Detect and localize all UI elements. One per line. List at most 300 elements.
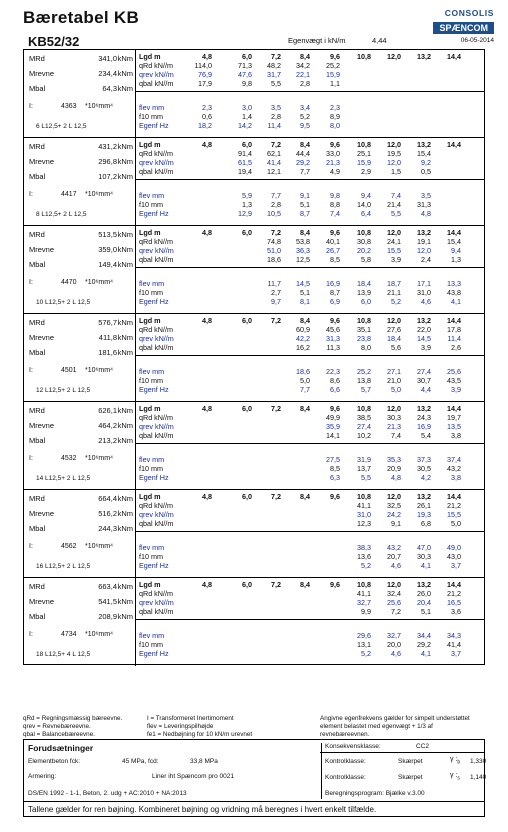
table-cell: 12,0: [387, 316, 401, 325]
table-cell: 16,5: [447, 598, 461, 607]
rebar-value: Liner iht Spæncom pro 0021: [152, 773, 235, 780]
table-cell: 19,4: [238, 167, 252, 176]
lgd-label: Lgd m: [139, 140, 161, 149]
concrete-label: Elementbeton fck:: [28, 758, 81, 765]
table-cell: 9,6: [330, 228, 340, 237]
legend-item: qRd = Regningsmæssig bæreevne.: [23, 715, 123, 722]
qrev-label: qrev kN//m: [139, 70, 174, 79]
table-cell: 43,0: [447, 552, 461, 561]
table-cell: 19,5: [387, 149, 401, 158]
table-cell: 34,3: [447, 631, 461, 640]
table-cell: 6,0: [242, 140, 252, 149]
table-cell: 30,3: [417, 552, 431, 561]
lgd-label: Lgd m: [139, 404, 161, 413]
table-cell: 16,9: [326, 279, 340, 288]
table-cell: 8,4: [300, 404, 310, 413]
mrevne-unit: kNm: [117, 245, 133, 254]
mbal-value: 181,6: [98, 348, 117, 357]
table-cell: 24,2: [387, 510, 401, 519]
flev-label: flev mm: [139, 279, 165, 288]
inertia-label: I:: [29, 543, 33, 550]
f10-label: f10 mm: [139, 376, 163, 385]
table-cell: 2,3: [330, 103, 340, 112]
table-cell: 41,4: [267, 158, 281, 167]
table-cell: 17,1: [417, 279, 431, 288]
table-cell: 19,7: [447, 413, 461, 422]
capacity-column: [24, 314, 136, 401]
lgd-label: Lgd m: [139, 316, 161, 325]
row-divider: [136, 619, 484, 620]
inertia-unit: *10⁶mm⁴: [85, 367, 114, 374]
table-cell: 5,2: [300, 112, 310, 121]
table-cell: 4,8: [421, 209, 431, 218]
table-cell: 12,0: [387, 140, 401, 149]
mrevne-value: 541,5: [98, 597, 117, 606]
f10-row: [136, 288, 484, 297]
table-cell: 34,2: [296, 61, 310, 70]
table-cell: 13,2: [417, 52, 431, 61]
table-cell: 6,0: [361, 297, 371, 306]
assumptions-rule: [320, 752, 485, 753]
mrevne-unit: kNm: [117, 597, 133, 606]
table-cell: 5,8: [361, 255, 371, 264]
table-cell: 35,1: [357, 325, 371, 334]
table-cell: 12,1: [267, 167, 281, 176]
control-class-value: Skærpet: [398, 758, 423, 765]
self-weight-value: 4,44: [372, 36, 387, 45]
qbal-label: qbal kN//m: [139, 255, 174, 264]
lgd-label: Lgd m: [139, 228, 161, 237]
lgd-label: Lgd m: [139, 492, 161, 501]
table-cell: 7,7: [300, 167, 310, 176]
inertia-label: I:: [29, 279, 33, 286]
table-cell: 9,4: [451, 246, 461, 255]
table-cell: 12,0: [387, 228, 401, 237]
table-cell: 8,7: [300, 209, 310, 218]
table-cell: 49,0: [447, 543, 461, 552]
reinforcement: 6 L12,5+ 2 L 12,5: [36, 123, 87, 130]
qrev-label: qrev kN//m: [139, 246, 174, 255]
load-values: [136, 138, 484, 225]
table-cell: 3,9: [391, 255, 401, 264]
table-cell: 13,2: [417, 580, 431, 589]
table-block: [24, 50, 484, 138]
table-cell: 5,0: [391, 385, 401, 394]
table-cell: 8,6: [330, 376, 340, 385]
table-cell: 5,1: [300, 200, 310, 209]
mrd-value: 664,4: [98, 494, 117, 503]
egenf-row: [136, 649, 484, 658]
mrevne-value: 296,8: [98, 157, 117, 166]
table-cell: 3,9: [451, 385, 461, 394]
inertia-unit: *10⁶mm⁴: [85, 103, 114, 110]
mrevne-unit: kNm: [117, 421, 133, 430]
flev-label: flev mm: [139, 631, 165, 640]
mrevne-label: Mrevne: [29, 597, 55, 606]
qrev-row: [136, 422, 484, 431]
table-block: [24, 226, 484, 314]
table-cell: 9,6: [330, 316, 340, 325]
table-cell: 7,2: [271, 404, 281, 413]
inertia-value: 4734: [61, 631, 77, 638]
mrevne-label: Mrevne: [29, 421, 55, 430]
capacity-column: [24, 226, 136, 313]
table-cell: 7,2: [271, 228, 281, 237]
qbal-label: qbal kN//m: [139, 607, 174, 616]
table-cell: 3,4: [300, 103, 310, 112]
inertia-value: 4417: [61, 191, 77, 198]
load-values: [136, 402, 484, 489]
mbal-value: 149,4: [98, 260, 117, 269]
inertia-unit: *10⁶mm⁴: [85, 279, 114, 286]
table-cell: 21,3: [387, 422, 401, 431]
table-cell: 22,0: [417, 325, 431, 334]
assumptions-box: [23, 739, 485, 817]
row-divider: [136, 355, 484, 356]
table-cell: 1,3: [242, 200, 252, 209]
table-cell: 14,4: [447, 404, 461, 413]
table-cell: 38,5: [357, 413, 371, 422]
egenf-row: [136, 473, 484, 482]
load-values: [136, 226, 484, 313]
f10-row: [136, 464, 484, 473]
table-cell: 62,1: [267, 149, 281, 158]
table-block: [24, 314, 484, 402]
table-cell: 29,2: [417, 640, 431, 649]
table-cell: 6,0: [242, 580, 252, 589]
table-cell: 4,8: [202, 492, 212, 501]
mrd-label: MRd: [29, 494, 45, 503]
qbal-label: qbal kN//m: [139, 343, 174, 352]
egenf-label: Egenf Hz: [139, 473, 169, 482]
mrd-value: 576,7: [98, 318, 117, 327]
table-cell: 7,2: [271, 580, 281, 589]
self-weight-label: Egenvægt i kN/m: [288, 36, 346, 45]
lgd-row: [136, 404, 484, 413]
table-cell: 11,3: [326, 343, 340, 352]
qrd-row: [136, 325, 484, 334]
standard: DS/EN 1992 - 1-1, Beton, 2. udg + AC:2010 + NA:2013: [28, 790, 187, 797]
table-cell: 5,2: [361, 561, 371, 570]
f10-label: f10 mm: [139, 200, 163, 209]
row-divider: [136, 267, 484, 268]
mrevne-value: 234,4: [98, 69, 117, 78]
gamma-s-symbol: γ $:_s$: [450, 772, 460, 782]
row-divider: [136, 179, 484, 180]
flev-label: flev mm: [139, 455, 165, 464]
f10-row: [136, 552, 484, 561]
table-cell: 18,2: [198, 121, 212, 130]
table-cell: 27,6: [387, 325, 401, 334]
table-cell: 6,0: [242, 316, 252, 325]
load-values: [136, 314, 484, 401]
capacity-column: [24, 402, 136, 489]
table-cell: 18,7: [387, 279, 401, 288]
flev-row: [136, 279, 484, 288]
flev-row: [136, 455, 484, 464]
table-cell: 35,9: [326, 422, 340, 431]
table-cell: 31,0: [417, 288, 431, 297]
mrd-unit: kNm: [117, 318, 133, 327]
document-date: 06-05-2014: [460, 37, 494, 44]
table-cell: 18,6: [296, 367, 310, 376]
table-cell: 51,0: [267, 246, 281, 255]
legend-item: Angivne egenfrekvens gælder for simpelt understøttet: [320, 715, 470, 722]
mrevne-unit: kNm: [117, 157, 133, 166]
mrd-label: MRd: [29, 54, 45, 63]
table-block: [24, 490, 484, 578]
table-cell: 6,0: [242, 228, 252, 237]
mrd-label: MRd: [29, 318, 45, 327]
qrd-label: qRd kN//m: [139, 501, 173, 510]
mbal-label: Mbal: [29, 524, 46, 533]
f10-row: [136, 640, 484, 649]
table-cell: 53,8: [296, 237, 310, 246]
qrev-row: [136, 158, 484, 167]
table-cell: 8,4: [300, 228, 310, 237]
mrd-label: MRd: [29, 142, 45, 151]
control-class-label: Kontrolklasse:: [325, 758, 366, 765]
table-cell: 41,1: [357, 589, 371, 598]
inertia-label: I:: [29, 191, 33, 198]
table-cell: 38,3: [357, 543, 371, 552]
flev-label: flev mm: [139, 543, 165, 552]
table-cell: 45,6: [326, 325, 340, 334]
mrd-value: 663,4: [98, 582, 117, 591]
legend-col-2: [147, 715, 252, 740]
table-cell: 29,6: [357, 631, 371, 640]
table-cell: 8,4: [300, 492, 310, 501]
logo-bottom-text: SPÆNCOM: [433, 22, 494, 34]
flev-label: flev mm: [139, 191, 165, 200]
flev-row: [136, 631, 484, 640]
table-cell: 14,4: [447, 140, 461, 149]
qrd-row: [136, 589, 484, 598]
table-cell: 18,4: [387, 334, 401, 343]
table-cell: 19,1: [417, 237, 431, 246]
table-cell: 8,9: [330, 112, 340, 121]
table-cell: 20,2: [357, 246, 371, 255]
table-cell: 43,5: [447, 376, 461, 385]
reinforcement: 8 L12,5+ 2 L 12,5: [36, 211, 87, 218]
table-cell: 4,6: [421, 297, 431, 306]
inertia: [29, 191, 114, 198]
table-cell: 47,0: [417, 543, 431, 552]
footer-note: Tallene gælder for ren bøjning. Kombineret bøjning og vridning må beregnes i hvert enkelt tilfælde.: [28, 805, 377, 814]
qrev-row: [136, 246, 484, 255]
table-cell: 4,1: [421, 649, 431, 658]
mrd-label: MRd: [29, 582, 45, 591]
table-cell: 29,2: [296, 158, 310, 167]
table-cell: 18,6: [267, 255, 281, 264]
table-cell: 22,1: [296, 70, 310, 79]
reinforcement: 18 L12,5+ 4 L 12,5: [36, 651, 91, 658]
inertia-label: I:: [29, 367, 33, 374]
qbal-label: qbal kN//m: [139, 431, 174, 440]
table-cell: 8,5: [330, 464, 340, 473]
table-cell: 41,4: [447, 640, 461, 649]
qrd-row: [136, 237, 484, 246]
page-title: Bæretabel KB: [23, 8, 140, 27]
inertia-label: I:: [29, 455, 33, 462]
table-cell: 76,9: [198, 70, 212, 79]
qrev-row: [136, 598, 484, 607]
inertia-label: I:: [29, 631, 33, 638]
lgd-row: [136, 492, 484, 501]
table-cell: 5,4: [421, 431, 431, 440]
gamma-s-value: 1,140: [470, 774, 487, 781]
table-cell: 1,4: [242, 112, 252, 121]
table-cell: 14,2: [238, 121, 252, 130]
mbal-unit: kNm: [117, 524, 133, 533]
qrd-label: qRd kN//m: [139, 237, 173, 246]
element-type: KB52/32: [28, 34, 80, 49]
table-cell: 14,4: [447, 580, 461, 589]
table-cell: 13,2: [417, 404, 431, 413]
inertia-value: 4501: [61, 367, 77, 374]
table-cell: 10,8: [357, 52, 371, 61]
mrd-value: 431,2: [98, 142, 117, 151]
mbal-unit: kNm: [117, 172, 133, 181]
inertia: [29, 103, 114, 110]
table-cell: 5,5: [361, 473, 371, 482]
capacity-column: [24, 138, 136, 225]
table-cell: 13,8: [357, 376, 371, 385]
table-cell: 44,4: [296, 149, 310, 158]
qrd-label: qRd kN//m: [139, 589, 173, 598]
mrevne-unit: kNm: [117, 333, 133, 342]
table-cell: 2,8: [271, 112, 281, 121]
table-cell: 25,6: [447, 367, 461, 376]
table-cell: 20,4: [417, 598, 431, 607]
table-cell: 32,7: [357, 598, 371, 607]
table-cell: 27,4: [417, 367, 431, 376]
table-cell: 17,8: [447, 325, 461, 334]
table-cell: 9,6: [330, 580, 340, 589]
table-cell: 33,0: [326, 149, 340, 158]
table-cell: 14,5: [417, 334, 431, 343]
qrd-row: [136, 61, 484, 70]
table-cell: 13,2: [417, 316, 431, 325]
mrd-unit: kNm: [117, 142, 133, 151]
table-cell: 9,4: [361, 191, 371, 200]
mbal-label: Mbal: [29, 348, 46, 357]
table-cell: 30,3: [387, 413, 401, 422]
table-cell: 9,8: [242, 79, 252, 88]
table-cell: 9,6: [330, 140, 340, 149]
concrete-fck: 45 MPa, fcd:: [122, 758, 159, 765]
table-cell: 7,4: [391, 431, 401, 440]
table-cell: 12,5: [296, 255, 310, 264]
table-cell: 14,4: [447, 52, 461, 61]
legend-item: qrev = Revnebæreevne.: [23, 723, 91, 731]
table-cell: 4,8: [202, 52, 212, 61]
inertia: [29, 631, 114, 638]
table-cell: 3,7: [451, 561, 461, 570]
company-logo: [433, 8, 494, 44]
table-cell: 6,6: [330, 385, 340, 394]
f10-row: [136, 200, 484, 209]
self-weight: [288, 36, 387, 45]
table-cell: 10,8: [357, 228, 371, 237]
table-cell: 4,8: [391, 473, 401, 482]
table-cell: 34,4: [417, 631, 431, 640]
table-cell: 21,4: [387, 200, 401, 209]
table-cell: 10,2: [357, 431, 371, 440]
row-divider: [136, 531, 484, 532]
table-cell: 12,0: [387, 404, 401, 413]
legend-col-3: [320, 715, 470, 740]
table-cell: 0,5: [421, 167, 431, 176]
table-cell: 21,1: [387, 288, 401, 297]
table-cell: 6,4: [361, 209, 371, 218]
table-cell: 5,2: [391, 297, 401, 306]
table-cell: 7,2: [271, 52, 281, 61]
table-cell: 4,6: [391, 649, 401, 658]
load-values: [136, 490, 484, 577]
flev-row: [136, 367, 484, 376]
table-cell: 27,5: [326, 455, 340, 464]
table-cell: 15,5: [387, 246, 401, 255]
table-cell: 8,7: [330, 288, 340, 297]
inertia-unit: *10⁶mm⁴: [85, 631, 114, 638]
table-cell: 2,8: [300, 79, 310, 88]
table-cell: 13,2: [417, 140, 431, 149]
egenf-row: [136, 385, 484, 394]
mbal-unit: kNm: [117, 260, 133, 269]
row-divider: [136, 443, 484, 444]
mrd-label: MRd: [29, 230, 45, 239]
reinforcement: 14 L12,5+ 2 L 12,5: [36, 475, 91, 482]
table-cell: 4,8: [202, 228, 212, 237]
table-cell: 7,2: [271, 492, 281, 501]
qrev-label: qrev kN//m: [139, 510, 174, 519]
qrev-label: qrev kN//m: [139, 334, 174, 343]
mrd-value: 341,0: [98, 54, 117, 63]
reinforcement: 12 L12,5+ 2 L 12,5: [36, 387, 91, 394]
table-cell: 26,0: [417, 589, 431, 598]
f10-label: f10 mm: [139, 640, 163, 649]
table-cell: 4,4: [421, 385, 431, 394]
load-table: [23, 49, 485, 665]
inertia-unit: *10⁶mm⁴: [85, 543, 114, 550]
table-cell: 43,8: [447, 288, 461, 297]
table-cell: 13,7: [357, 464, 371, 473]
table-cell: 30,7: [417, 376, 431, 385]
lgd-row: [136, 580, 484, 589]
table-cell: 7,7: [271, 191, 281, 200]
egenf-label: Egenf Hz: [139, 209, 169, 218]
f10-row: [136, 112, 484, 121]
table-cell: 10,5: [267, 209, 281, 218]
table-cell: 21,2: [447, 589, 461, 598]
table-cell: 9,5: [300, 121, 310, 130]
table-cell: 47,6: [238, 70, 252, 79]
mbal-label: Mbal: [29, 172, 46, 181]
mbal-value: 244,3: [98, 524, 117, 533]
table-cell: 12,0: [387, 52, 401, 61]
table-cell: 6,8: [421, 519, 431, 528]
qbal-row: [136, 519, 484, 528]
qbal-label: qbal kN//m: [139, 79, 174, 88]
table-cell: 32,5: [387, 501, 401, 510]
table-cell: 2,8: [271, 200, 281, 209]
table-cell: 16,2: [296, 343, 310, 352]
inertia: [29, 455, 114, 462]
table-block: [24, 138, 484, 226]
table-cell: 2,9: [361, 167, 371, 176]
table-cell: 14,4: [447, 316, 461, 325]
